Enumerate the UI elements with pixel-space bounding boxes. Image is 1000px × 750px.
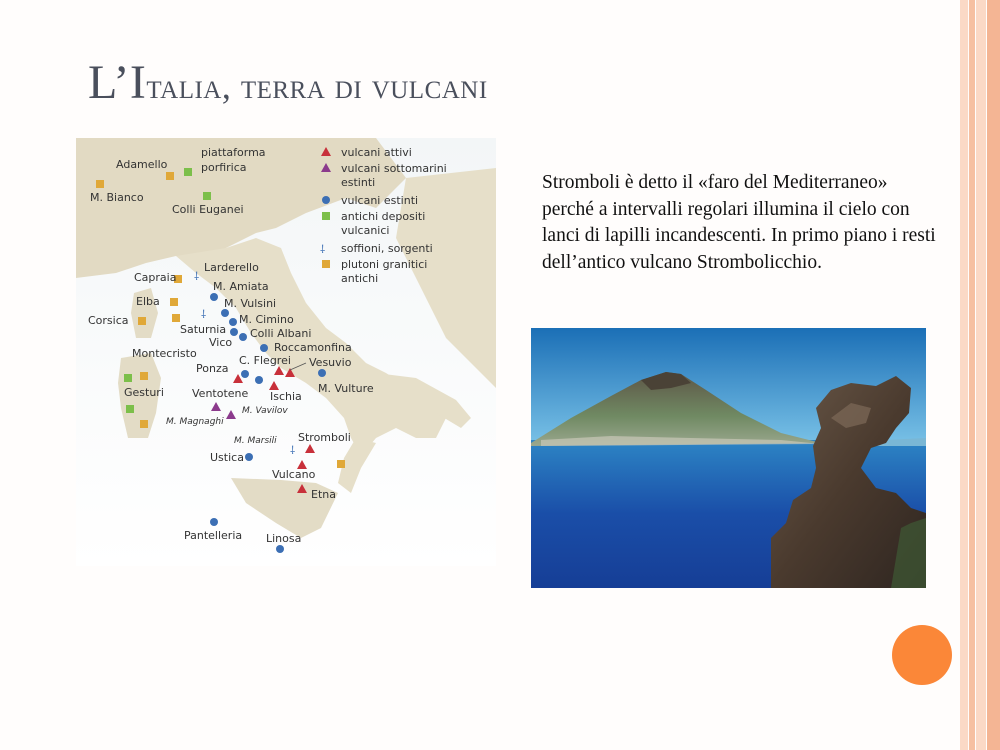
legend-label-deposits-2: vulcanici [341, 224, 390, 237]
label-elba: Elba [136, 295, 160, 308]
slide-title [88, 55, 488, 110]
legend-label-granite-2: antichi [341, 272, 379, 285]
slide-title-initial: L’I [88, 56, 147, 109]
marker-gesturi-1 [124, 374, 132, 382]
label-m-cimino: M. Cimino [239, 313, 294, 326]
label-capraia: Capraia [134, 271, 177, 284]
label-etna: Etna [311, 488, 336, 501]
label-ventotene: Ventotene [192, 387, 249, 400]
marker-piattaforma [184, 168, 192, 176]
stromboli-photo [531, 328, 926, 588]
label-porfirica: porfirica [201, 161, 247, 174]
label-adamello: Adamello [116, 158, 168, 171]
marker-saturnia-granite [172, 314, 180, 322]
marker-m-vulture [318, 369, 326, 377]
label-ponza: Ponza [196, 362, 229, 375]
slide-title-smallcaps: talia, terra di vulcani [146, 66, 488, 106]
label-m-marsili: M. Marsili [234, 436, 277, 446]
marker-ponza [241, 370, 249, 378]
marker-colli-euganei [203, 192, 211, 200]
legend-label-submarine-2: estinti [341, 176, 376, 189]
marker-gesturi-2 [140, 372, 148, 380]
label-vesuvio: Vesuvio [309, 356, 352, 369]
marker-corsica [138, 317, 146, 325]
decor-stripe-2 [969, 0, 975, 750]
label-m-vulsini: M. Vulsini [224, 297, 277, 310]
label-m-amiata: M. Amiata [213, 280, 269, 293]
marker-m-vulsini [221, 309, 229, 317]
marker-pantelleria [210, 518, 218, 526]
marker-m-cimino [229, 318, 237, 326]
label-gesturi: Gesturi [124, 386, 164, 399]
label-linosa: Linosa [266, 532, 302, 545]
accent-circle [892, 625, 952, 685]
marker-roccamonfina [260, 344, 268, 352]
photo-caption: Stromboli è detto il «faro del Mediterraneo» perché a intervalli regolari illumina il cielo con lanci di lapilli incandescenti. In primo piano i resti dell’antico vulcano Strombolicchio. [542, 172, 936, 273]
label-piattaforma: piattaforma [201, 146, 266, 159]
label-colli-albani: Colli Albani [250, 327, 312, 340]
label-stromboli: Stromboli [298, 431, 351, 444]
label-pantelleria: Pantelleria [184, 529, 243, 542]
label-larderello: Larderello [204, 261, 259, 274]
marker-linosa [276, 545, 284, 553]
label-m-magnaghi: M. Magnaghi [166, 417, 224, 427]
label-ustica: Ustica [210, 451, 244, 464]
label-ischia: Ischia [270, 390, 302, 403]
label-vico: Vico [209, 336, 233, 349]
marker-vico [239, 333, 247, 341]
legend-square-deposits [322, 212, 330, 220]
marker-elba [170, 298, 178, 306]
marker-colli-albani [230, 328, 238, 336]
marker-gesturi-3 [126, 405, 134, 413]
marker-ventotene [255, 376, 263, 384]
legend-label-extinct: vulcani estinti [341, 194, 419, 207]
label-montecristo: Montecristo [132, 347, 197, 360]
decor-stripe-4 [987, 0, 1000, 750]
label-vulcano: Vulcano [272, 468, 316, 481]
label-m-bianco: M. Bianco [90, 191, 144, 204]
marker-larderello: ⸸ [194, 270, 200, 283]
legend-fumarole-icon: ⸸ [320, 243, 326, 256]
decor-stripe-3 [976, 0, 986, 750]
label-corsica: Corsica [88, 314, 129, 327]
label-c-flegrei: C. Flegrei [239, 354, 291, 367]
legend-label-active: vulcani attivi [341, 146, 412, 159]
italy-volcano-map [76, 138, 496, 566]
legend-square-granite [322, 260, 330, 268]
legend-label-deposits-1: antichi depositi [341, 210, 426, 223]
legend-label-submarine-1: vulcani sottomarini [341, 162, 447, 175]
marker-m-amiata [210, 293, 218, 301]
marker-adamello [166, 172, 174, 180]
label-roccamonfina: Roccamonfina [274, 341, 352, 354]
marker-stromboli-fumarole: ⸸ [290, 444, 296, 457]
label-colli-euganei: Colli Euganei [172, 203, 244, 216]
marker-m-bianco [96, 180, 104, 188]
label-saturnia: Saturnia [180, 323, 227, 336]
marker-calabria-granite [337, 460, 345, 468]
legend-circle-extinct [322, 196, 330, 204]
marker-gesturi-4 [140, 420, 148, 428]
marker-ustica [245, 453, 253, 461]
legend-label-granite-1: plutoni granitici [341, 258, 428, 271]
marker-saturnia: ⸸ [201, 308, 207, 321]
decor-stripe-1 [960, 0, 968, 750]
label-m-vulture: M. Vulture [318, 382, 374, 395]
label-m-vavilov: M. Vavilov [242, 406, 288, 416]
legend-label-fumarole: soffioni, sorgenti [341, 242, 433, 255]
